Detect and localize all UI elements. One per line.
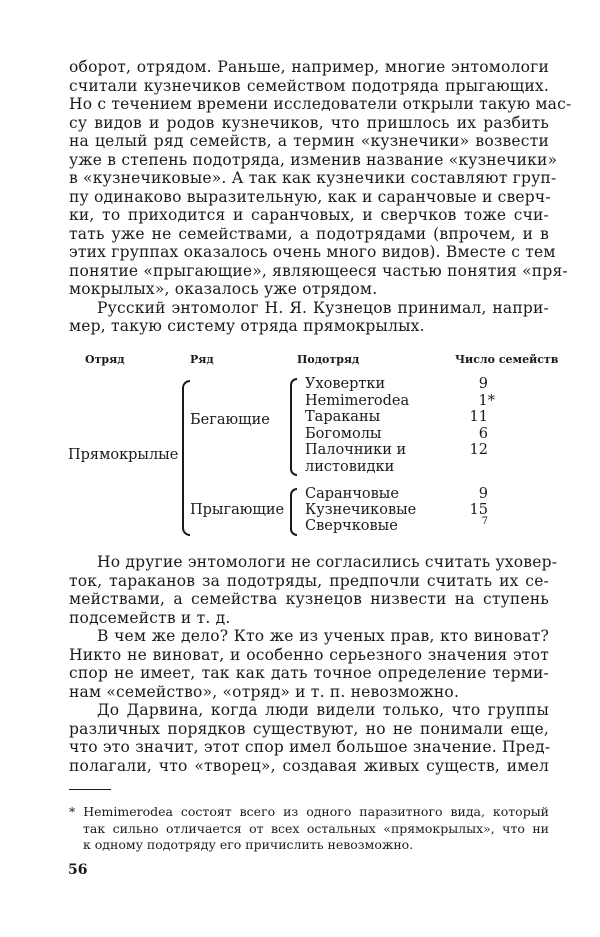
suborder-name: Кузнечиковые — [305, 502, 417, 518]
text-line: в «кузнечиковые». А так как кузнечики составляют груп- — [69, 169, 557, 187]
text-line: Русский энтомолог Н. Я. Кузнецов принимал, напри- — [97, 298, 549, 317]
family-count: 12 — [469, 442, 488, 458]
family-count: 6 — [478, 425, 488, 442]
text-line: В чем же дело? Кто же из ученых прав, кто виноват? — [97, 627, 549, 645]
suborder-name: Уховертки — [305, 376, 386, 392]
text-line: спор не имеет, так как дать точное определение терми- — [69, 664, 549, 682]
footnote-line: к одному подотряду его причислить невозможно. — [83, 837, 414, 852]
text-line: на целый ряд семейств, а термин «кузнечики» возвести — [69, 132, 549, 150]
suborder-name: Hemimerodea — [305, 392, 410, 409]
brace-order — [182, 380, 190, 536]
text-line: су видов и родов кузнечиков, что пришлось их разбить — [69, 113, 549, 132]
header-family-count: Число семейств — [455, 353, 559, 366]
text-line: подсемейств и т. д. — [69, 608, 231, 627]
footnote-line: так сильно отличается от всех остальных «прямокрылых», что ни — [83, 820, 549, 836]
family-count: 9 — [478, 486, 488, 502]
text-line: ки, то приходится и саранчовых, и сверчков тоже счи- — [69, 206, 549, 224]
text-line: Но другие энтомологи не согласились считать уховер- — [97, 553, 558, 571]
text-line: полагали, что «творец», создавая живых существ, имел — [69, 756, 549, 775]
header-order: Отряд — [85, 353, 125, 366]
text-line: пу одинаково выразительную, как и саранчовые и сверч- — [69, 187, 551, 206]
footnote-divider — [69, 789, 111, 790]
text-line: этих группах оказалось очень много видов). Вместе с тем — [69, 243, 556, 261]
text-line: различных порядков существуют, но не понимали еще, — [69, 719, 549, 738]
series-name: Бегающие — [190, 412, 270, 428]
text-line: мер, такую систему отряда прямокрылых. — [69, 317, 425, 335]
text-line: тать уже не семействами, а подотрядами (впрочем, и в — [69, 224, 549, 243]
text-line: Но с течением времени исследователи открыли такую мас- — [69, 95, 572, 113]
text-line: ток, тараканов за подотряды, предпочли считать их се- — [69, 571, 549, 590]
family-count: 15 — [469, 502, 488, 518]
suborder-name: Богомолы — [305, 425, 382, 442]
text-line: понятие «прыгающие», являющееся частью понятия «пря- — [69, 261, 568, 280]
text-line: нам «семейство», «отряд» и т. п. невозможно. — [69, 682, 460, 701]
footnote-line: * Hemimerodea состоят всего из одного паразитного вида, который — [69, 804, 549, 819]
text-line: оборот, отрядом. Раньше, например, многие энтомологи — [69, 58, 549, 76]
suborder-name: Палочники и — [305, 442, 407, 458]
header-suborder: Подотряд — [297, 353, 360, 366]
text-line: уже в степень подотряда, изменив название «кузнечики» — [69, 150, 558, 169]
text-line: считали кузнечиков семейством подотряда прыгающих. — [69, 76, 549, 95]
text-line: мокрылых», оказалось уже отрядом. — [69, 280, 378, 298]
suborder-name: Тараканы — [305, 409, 381, 425]
text-line: что это значит, этот спор имел большое значение. Пред- — [69, 738, 551, 756]
family-count: 9 — [478, 376, 488, 392]
page-number: 56 — [68, 862, 88, 878]
brace-series — [290, 378, 297, 476]
header-series: Ряд — [190, 353, 214, 366]
brace-series — [290, 488, 297, 536]
series-name: Прыгающие — [190, 502, 285, 518]
order-name: Прямокрылые — [68, 447, 179, 463]
text-line: До Дарвина, когда люди видели только, что группы — [97, 701, 549, 719]
family-count: 11 — [469, 409, 488, 425]
text-line: Никто не виноват, и особенно серьезного значения этот — [69, 645, 549, 664]
suborder-name: Саранчовые — [305, 486, 399, 502]
suborder-name: листовидки — [305, 458, 395, 475]
family-count: 1* — [478, 392, 495, 409]
text-line: мействами, а семейства кузнецов низвести на ступень — [69, 590, 549, 608]
suborder-name: Сверчковые — [305, 518, 398, 534]
family-count: 7 — [481, 516, 488, 527]
